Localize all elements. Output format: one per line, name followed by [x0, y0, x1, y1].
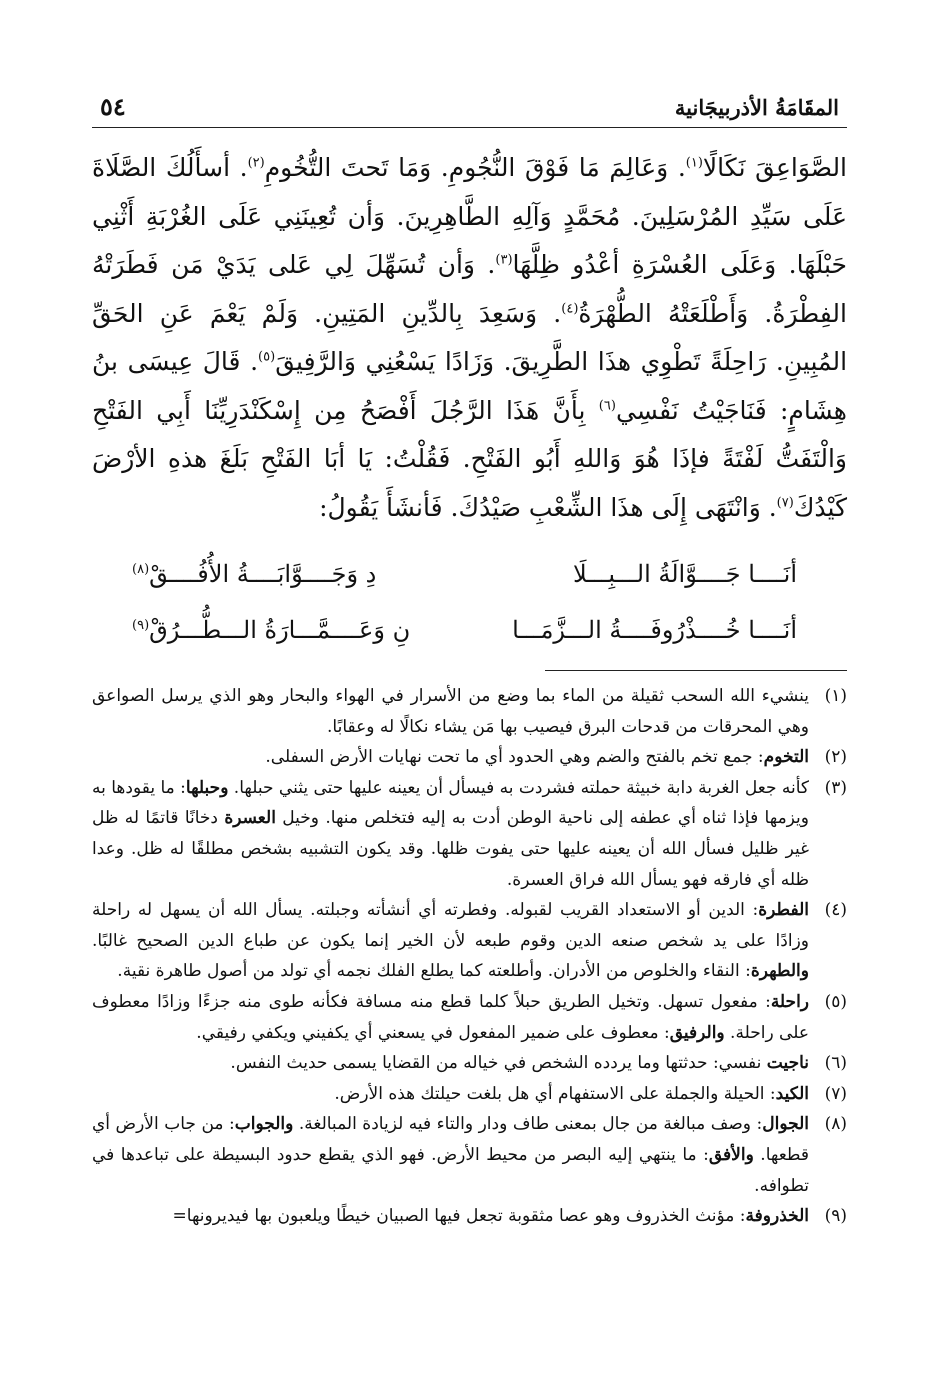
footnote-keyword: والأفق	[708, 1144, 754, 1165]
footnote-run: نفسي: حدثتها وما يردده الشخص في خياله من القضايا يسمى حديث النفس.	[230, 1053, 767, 1074]
footnote-ref: (٣)	[495, 252, 513, 268]
footnote-ref: (٦)	[598, 398, 616, 414]
footnote	[92, 773, 847, 895]
text-run: . وَسَعِدَ بِالدِّينِ المَتِينِ. وَلَمْ يَعْمَ عَنِ الحَقِّ المُبِينِ. رَاحِلَةً تَطْوِي هذَا الطَّرِيقَ. وَزَادًا يَسْعُنِي وَالرَّفِيقَ	[92, 298, 848, 376]
footnote-run: : معطوف على ضمير المفعول في يسعني أي يكفيني ويكفي رفيقي.	[196, 1022, 670, 1043]
footnote-number: (٢)	[824, 747, 847, 768]
footnote-run: كأنه جعل الغربة دابة خبيثة حملته فشردت به فيسأل أن يعينه عليها حتى يثني حبلها.	[228, 777, 809, 798]
footnote-run: : مفعول تسهل. وتخيل الطريق حبلاً كلما قطع منه مسافة فكأنه طوى منه جزءًا وزادًا معطوف على راحلة.	[92, 991, 809, 1043]
text-run: . قَالَ عِيسَى بنُ هِشَامٍ: فَنَاجَيْتُ نَفْسِي	[92, 347, 847, 425]
footnote-number: (٥)	[824, 991, 847, 1012]
text-run: الصَّوَاعِقَ نَكَالًا	[702, 153, 848, 182]
verse-second-hemistich	[132, 560, 376, 588]
verse-line	[92, 602, 847, 658]
footnote-ref: (٥)	[258, 349, 276, 365]
footnote-ref: (٩)	[132, 618, 150, 633]
footnote-text	[92, 1079, 809, 1110]
verse-first-hemistich: أنَــــا جَــــوَّالَةُ الـــبِـــلَا	[573, 560, 797, 588]
footnote	[92, 1079, 847, 1110]
footnote-text	[92, 987, 809, 1048]
footnote-text	[92, 1109, 809, 1201]
footnote-text	[92, 1201, 809, 1232]
footnote-ref: (٢)	[247, 155, 265, 171]
footnote-keyword: والطهرة	[750, 961, 809, 982]
text-run: . وَانْتَهَى إِلَى هذَا الشِّعْبِ صَيْدُكَ. فَأنشَأَ يَقُولُ:	[319, 492, 777, 522]
footnote-run: : النقاء والخلوص من الأدران. وأطلعته كما يطلع الفلك نجمه أي تولد من أصول طاهرة نقية.	[117, 961, 751, 982]
page-number: ٥٤	[100, 92, 126, 121]
footnote-keyword: راحلة	[770, 991, 809, 1012]
footnote-number: (٧)	[824, 1083, 847, 1104]
footnote	[92, 1048, 847, 1079]
footnote	[92, 895, 847, 987]
verse-second-hemistich	[132, 616, 410, 644]
footnote-number: (١)	[824, 686, 847, 706]
footnote-text	[92, 1048, 809, 1079]
footnote-keyword: والرفيق	[669, 1022, 725, 1043]
hemistich-text: دِ وَجَــــوَّابَــــةُ الأُفُــــقْ	[149, 560, 377, 588]
footnote-ref: (١)	[685, 155, 703, 171]
footnote-keyword: العسرة	[224, 808, 276, 829]
footnote	[92, 1201, 847, 1232]
footnote-run: : مؤنث الخذروف وهو عصا مثقوبة تجعل فيها الصبيان خيطًا ويلعبون بها فيديرونها=	[172, 1206, 746, 1227]
text-run: بِأَنَّ هَذَا الرَّجُلَ أَفْصَحُ مِن إِسْكَنْدَرِيِّنَا أَبِي الفَتْحِ وَالْتَفَتُّ لَفْتَةً فإذَا هُوَ وَاللهِ أَبُو الفَتْحِ. فَقُلْتُ: يَا أبَا الفَتْحِ بَلَغَ هذهِ الأرْضَ كَيْدُكَ	[92, 395, 847, 522]
footnote-separator-wrap	[92, 658, 847, 671]
verse-first-hemistich: أنَــــا خُــــذْرُوفَــــةُ الـــزَّمَـــا	[512, 616, 797, 644]
footnote	[92, 742, 847, 773]
footnote-run: : ما ينتهي إليه البصر من محيط الأرض. فهو الذي يقطع حدود البسيطة على تباعدها في تطوافه.	[92, 1144, 809, 1196]
poem-verses	[92, 546, 847, 658]
footnote-ref: (٤)	[561, 301, 579, 317]
footnote-run: : وصف مبالغة من جال بمعنى طاف ودار والتاء فيه لزيادة المبالغة.	[293, 1114, 763, 1135]
text-run: . أسأَلُكَ الصَّلَاةَ عَلَى سَيِّدِ المُرْسَلِينَ. مُحَمَّدٍ وَآلِهِ الطَّاهِرِينَ. وَأن تُعِينَنِي عَلَى الغُرْبَةِ أَثْنِي حَبْلَهَا. وَعَلَى العُسْرَةِ أعْدُو ظِلَّهَا	[92, 153, 847, 279]
footnote-keyword: الخذروفة	[745, 1206, 809, 1227]
footnote-run: : ما يقودها به ويزمها فإذا ثناه أي عطفه إلى ناحية الوطن أدت به إليه فتخلص منها. وخيل	[92, 777, 809, 829]
footnote-text	[92, 895, 809, 987]
footnote-keyword: وحبلها	[185, 777, 229, 798]
footnote-run: : الحيلة والجملة على الاستفهام أي هل بلغت حيلتك هذه الأرض.	[334, 1083, 776, 1104]
text-run: . وَعَالِمَ مَا فَوْقَ النُّجُومِ. وَمَا تَحتَ التُّخُومِ	[264, 153, 686, 182]
footnote-keyword: الفطرة	[758, 900, 809, 921]
footnote-ref: (٨)	[132, 562, 150, 577]
footnote-run: : من جاب الأرض أي قطعها.	[92, 1114, 809, 1165]
footnote-number: (٩)	[824, 1206, 847, 1227]
footnote-number: (٣)	[824, 777, 847, 798]
main-paragraph	[92, 144, 847, 532]
footnote	[92, 681, 847, 742]
running-title: المقَامَةُ الأذربيجَانية	[674, 95, 839, 120]
hemistich-text: نِ وَعَــــمَّـــارَةُ الـــطُّـــرُقْ	[149, 616, 411, 644]
footnote-keyword: والجواب	[234, 1114, 294, 1135]
verse-line	[92, 546, 847, 602]
footnote-keyword: ناجيت	[766, 1053, 809, 1074]
footnotes	[92, 681, 847, 1232]
footnote	[92, 987, 847, 1048]
footnote-keyword: الجوال	[762, 1114, 809, 1135]
page-header	[92, 92, 847, 128]
footnote-separator	[545, 670, 847, 671]
footnote-text	[92, 773, 809, 895]
footnote-keyword: التخوم	[763, 747, 809, 768]
footnote-keyword: الكيد	[775, 1083, 809, 1104]
footnote-ref: (٧)	[776, 495, 794, 511]
text-run: . وَأن تُسَهِّلَ لِي عَلى يَدَيْ مَن فَطَرَتْهُ الفِطْرَةُ. وَأَطْلَعَتْهُ الطُّهْرَةُ	[92, 250, 847, 328]
footnote-run: ينشيء الله السحب ثقيلة من الماء بما وضع من الأسرار في الهواء والبحار وهو الذي يرسل الصواعق وهي المحرقات من قدحات البرق فيصيب بها مَن يشاء نكالًا له وعقابًا.	[92, 686, 809, 737]
footnote-run: : الدين أو الاستعداد القريب لقبوله. وفطرته أي أنشأته وجبلته. يسأل الله أن يسهل له راحلة وزادًا على يد شخص صنعه الدين وقوم طبعه لأن الخير إنما يكون عن طباع الدين الصحيح غالبًا.	[92, 900, 809, 951]
footnote-number: (٤)	[824, 900, 847, 921]
footnote-run: دخانًا قاتمًا له ظل غير ظليل فسأل الله أن يعينه عليها حتى يفوت ظلها. وقد يكون التشبيه بشخص مطلقًا له ظل. وعدا ظله أي فارقه فهو يسأل الله فراق العسرة.	[92, 808, 809, 890]
footnote-number: (٦)	[824, 1053, 847, 1074]
main-text	[92, 144, 847, 532]
footnote-text	[92, 681, 809, 742]
footnote-run: : جمع تخم بالفتح والضم وهي الحدود أي ما تحت نهايات الأرض السفلى.	[265, 747, 764, 768]
footnote-text	[92, 742, 809, 773]
footnote-number: (٨)	[824, 1114, 847, 1135]
footnote	[92, 1109, 847, 1201]
